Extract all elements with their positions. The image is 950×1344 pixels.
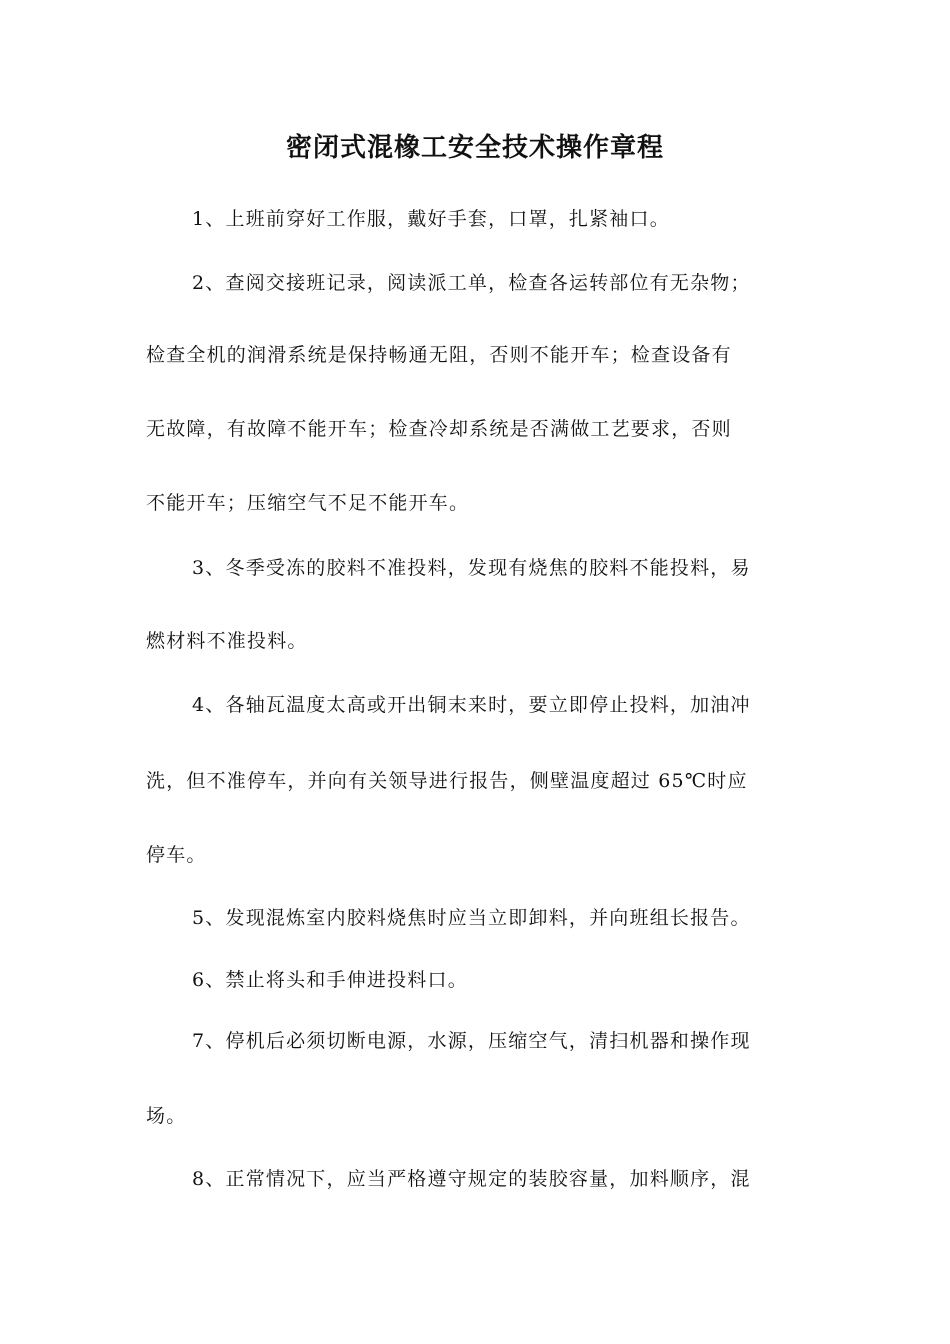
rule-7-line-1: 7、停机后必须切断电源，水源，压缩空气，清扫机器和操作现 — [192, 1030, 751, 1052]
rule-3-line-2: 燃材料不准投料。 — [146, 630, 308, 652]
rule-2-line-3: 无故障，有故障不能开车；检查冷却系统是否满做工艺要求，否则 — [146, 418, 732, 440]
rule-8-line-1: 8、正常情况下，应当严格遵守规定的装胶容量，加料顺序，混 — [192, 1168, 751, 1190]
rule-6-line-1: 6、禁止将头和手伸进投料口。 — [192, 969, 468, 991]
rule-2-line-4: 不能开车；压缩空气不足不能开车。 — [146, 492, 470, 514]
rule-4-line-2: 洗，但不准停车，并向有关领导进行报告，侧壁温度超过 65℃时应 — [146, 770, 748, 792]
rule-2-line-2: 检查全机的润滑系统是保持畅通无阻，否则不能开车；检查设备有 — [146, 344, 732, 366]
rule-7-line-2: 场。 — [146, 1105, 187, 1127]
rule-5-line-1: 5、发现混炼室内胶料烧焦时应当立即卸料，并向班组长报告。 — [192, 907, 751, 929]
rule-4-line-3: 停车。 — [146, 844, 207, 866]
rule-2-line-1: 2、查阅交接班记录，阅读派工单，检查各运转部位有无杂物； — [192, 272, 751, 294]
rule-3-line-1: 3、冬季受冻的胶料不准投料，发现有烧焦的胶料不能投料，易 — [192, 557, 751, 579]
rule-1-line-1: 1、上班前穿好工作服，戴好手套，口罩，扎紧袖口。 — [192, 208, 670, 230]
document-title: 密闭式混橡工安全技术操作章程 — [285, 133, 664, 163]
rule-4-line-1: 4、各轴瓦温度太高或开出铜末来时，要立即停止投料，加油冲 — [192, 694, 751, 716]
